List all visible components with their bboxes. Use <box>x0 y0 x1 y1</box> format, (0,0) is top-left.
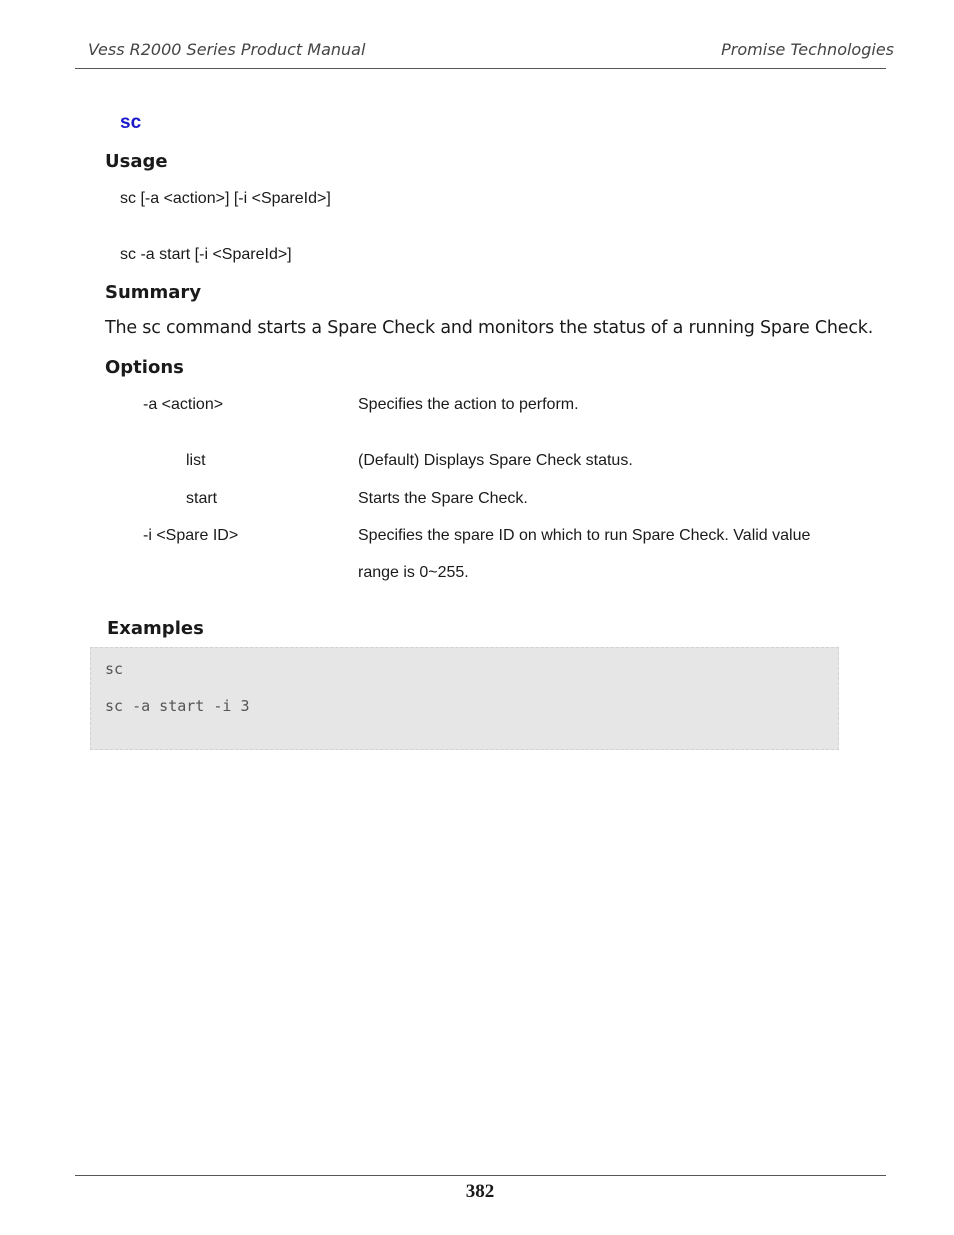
option-desc-spare-id: Specifies the spare ID on which to run Spare Check. Valid value <box>358 527 811 544</box>
option-name-list: list <box>186 452 206 469</box>
option-desc-spare-id-cont: range is 0~255. <box>358 564 469 581</box>
company-name: Promise Technologies <box>721 40 894 59</box>
examples-heading: Examples <box>107 618 204 639</box>
option-desc-start: Starts the Spare Check. <box>358 490 528 507</box>
option-desc-list: (Default) Displays Spare Check status. <box>358 452 633 469</box>
manual-title: Vess R2000 Series Product Manual <box>88 40 366 59</box>
option-name-spare-id: -i <Spare ID> <box>143 527 239 544</box>
command-title: sc <box>120 112 142 133</box>
usage-line-2: sc -a start [-i <SpareId>] <box>120 246 292 263</box>
header-divider <box>75 68 886 69</box>
page-number: 382 <box>465 1181 495 1202</box>
option-desc-action: Specifies the action to perform. <box>358 396 579 413</box>
footer-divider <box>75 1175 886 1176</box>
code-line-2: sc -a start -i 3 <box>105 697 250 715</box>
examples-code-block <box>90 647 839 750</box>
options-heading: Options <box>105 357 184 378</box>
usage-line-1: sc [-a <action>] [-i <SpareId>] <box>120 190 331 207</box>
usage-heading: Usage <box>105 151 168 172</box>
summary-text: The sc command starts a Spare Check and monitors the status of a running Spare Check. <box>105 318 874 338</box>
summary-heading: Summary <box>105 282 202 303</box>
option-name-start: start <box>186 490 218 507</box>
code-line-1: sc <box>105 660 124 678</box>
option-name-action: -a <action> <box>143 396 224 413</box>
